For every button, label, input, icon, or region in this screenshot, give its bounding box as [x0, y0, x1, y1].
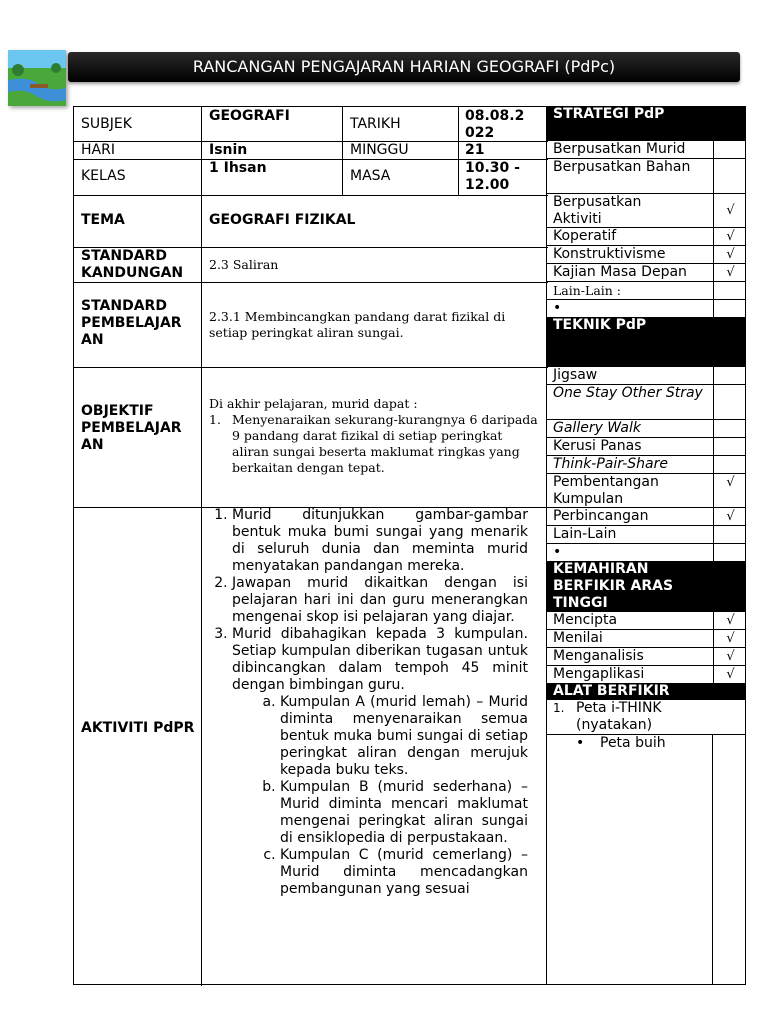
- teknik-label: Jigsaw: [553, 367, 598, 383]
- objektif-intro: Di akhir pelajaran, murid dapat :: [209, 396, 418, 411]
- objektif-item: 1. Menyenaraikan sekurang-kurangnya 6 daripada 9 pandang darat fizikal di setiap peringkat aliran sungai beserta maklumat ringkas yang berkaitan dengan tepat.: [209, 412, 543, 476]
- aktiviti-subitem: c. Kumpulan C (murid cemerlang) – Murid diminta mencadangkan pembangunan yang sesuai: [280, 847, 528, 898]
- hari-label: HARI: [81, 142, 115, 158]
- strategy-column: [546, 106, 746, 985]
- strategi-row: [546, 228, 746, 245]
- strategi-label: Berpusatkan Aktiviti: [553, 194, 642, 227]
- standard-kandungan-label: STANDARD KANDUNGAN: [81, 248, 184, 281]
- masa-label: MASA: [350, 168, 391, 184]
- tarikh-value: 08.08.2 022: [465, 108, 525, 141]
- check-mark-icon: [713, 420, 747, 437]
- strategi-label: Kajian Masa Depan: [553, 264, 687, 280]
- check-mark-icon: [713, 456, 747, 473]
- kbat-row: [546, 630, 746, 647]
- kbat-row: [546, 648, 746, 665]
- river-logo-image: [8, 50, 66, 106]
- check-mark-icon: √: [713, 666, 747, 683]
- objektif-label: OBJEKTIF PEMBELAJAR AN: [81, 403, 182, 453]
- strategi-label: Berpusatkan Murid: [553, 141, 686, 157]
- strategi-row: [546, 141, 746, 158]
- aktiviti-label: AKTIVITI PdPR: [81, 720, 195, 736]
- strategi-header: STRATEGI PdP: [546, 106, 746, 141]
- check-mark-icon: [713, 300, 747, 317]
- teknik-row: [546, 544, 746, 561]
- aktiviti-item: 2. Jawapan murid dikaitkan dengan isi pelajaran hari ini dan guru menerangkan mengenai skop isi pelajaran yang diajar.: [232, 575, 528, 626]
- check-mark-icon: [713, 544, 747, 561]
- teknik-label: Gallery Walk: [553, 420, 641, 436]
- check-mark-icon: √: [713, 474, 747, 507]
- standard-kandungan-value: 2.3 Saliran: [209, 257, 279, 272]
- teknik-label: Lain-Lain: [553, 526, 617, 542]
- teknik-label: Perbincangan: [553, 508, 649, 524]
- teknik-row: [546, 526, 746, 543]
- check-mark-icon: √: [713, 194, 747, 227]
- check-mark-icon: √: [713, 228, 747, 245]
- strategi-label: Berpusatkan Bahan: [553, 159, 691, 175]
- bullet-icon: •: [553, 300, 562, 316]
- hari-value: Isnin: [209, 142, 248, 158]
- teknik-label: One Stay Other Stray: [553, 385, 703, 401]
- kbat-header: KEMAHIRAN BERFIKIR ARAS TINGGI: [546, 561, 746, 612]
- kbat-label: Menganalisis: [553, 648, 644, 664]
- check-mark-icon: [713, 282, 747, 299]
- tema-label: TEMA: [81, 212, 125, 228]
- check-mark-icon: √: [713, 630, 747, 647]
- teknik-label: Pembentangan Kumpulan: [553, 474, 659, 507]
- kelas-value: 1 Ihsan: [209, 160, 267, 176]
- teknik-row: [546, 385, 746, 419]
- check-mark-icon: [713, 385, 747, 419]
- tarikh-label: TARIKH: [350, 116, 401, 132]
- minggu-label: MINGGU: [350, 142, 409, 158]
- subjek-label: SUBJEK: [81, 116, 132, 132]
- teknik-header: TEKNIK PdP: [546, 317, 746, 367]
- teknik-row: [546, 456, 746, 473]
- strategi-row: [546, 300, 746, 317]
- check-mark-icon: √: [713, 612, 747, 629]
- check-mark-icon: [713, 367, 747, 384]
- teknik-row: [546, 367, 746, 384]
- bullet-icon: •: [576, 735, 585, 751]
- tema-value: GEOGRAFI FIZIKAL: [209, 212, 356, 228]
- alat-header: ALAT BERFIKIR: [546, 683, 746, 700]
- alat-bullet-row: [546, 735, 746, 752]
- aktiviti-subitem: b. Kumpulan B (murid sederhana) – Murid diminta mencari maklumat mengenai peringkat aliran sungai di ensiklopedia di perpustakaan.: [280, 779, 528, 847]
- lesson-info-table: [73, 106, 547, 985]
- strategi-row: [546, 246, 746, 263]
- kbat-label: Mengaplikasi: [553, 666, 645, 682]
- check-mark-icon: [713, 159, 747, 193]
- strategi-row: [546, 159, 746, 193]
- check-mark-icon: √: [713, 508, 747, 525]
- kbat-row: [546, 666, 746, 683]
- check-mark-icon: [713, 141, 747, 158]
- kbat-row: [546, 612, 746, 629]
- teknik-label: Think-Pair-Share: [553, 456, 669, 472]
- aktiviti-item: 1. Murid ditunjukkan gambar-gambar bentuk muka bumi sungai yang menarik di seluruh dunia dan meminta murid menyatakan pandangan mereka.: [232, 507, 528, 575]
- teknik-row: [546, 420, 746, 437]
- subjek-value: GEOGRAFI: [209, 108, 290, 124]
- check-mark-icon: [713, 438, 747, 455]
- strategi-row: [546, 282, 746, 299]
- standard-pembelajaran-label: STANDARD PEMBELAJAR AN: [81, 298, 182, 348]
- alat-bullet-text: Peta buih: [600, 735, 666, 751]
- check-mark-icon: √: [713, 246, 747, 263]
- teknik-row: [546, 474, 746, 507]
- strategi-row: [546, 264, 746, 281]
- aktiviti-subitem: a. Kumpulan A (murid lemah) – Murid diminta menyenaraikan semua bentuk muka bumi sungai di setiap peringkat aliran dengan merujuk kepada buku teks.: [280, 694, 528, 779]
- page-title: RANCANGAN PENGAJARAN HARIAN GEOGRAFI (PdPc): [68, 52, 740, 82]
- check-mark-icon: √: [713, 648, 747, 665]
- check-mark-icon: √: [713, 264, 747, 281]
- aktiviti-content: [208, 507, 528, 985]
- strategi-row: [546, 194, 746, 227]
- teknik-row: [546, 438, 746, 455]
- teknik-row: [546, 508, 746, 525]
- objektif-content: [209, 396, 543, 476]
- bullet-icon: •: [553, 544, 562, 560]
- aktiviti-item-text: Murid dibahagikan kepada 3 kumpulan. Setiap kumpulan diberikan tugasan untuk dibincangkan dalam tempoh 45 minit dengan bimbingan guru.: [232, 626, 528, 693]
- objektif-item-text: Menyenaraikan sekurang-kurangnya 6 daripada 9 pandang darat fizikal di setiap peringkat aliran sungai beserta maklumat ringkas yang berkaitan dengan tepat.: [232, 412, 538, 475]
- alat-item-text: Peta i-THINK (nyatakan): [576, 700, 662, 733]
- standard-pembelajaran-value: 2.3.1 Membincangkan pandang darat fizikal di setiap peringkat aliran sungai.: [209, 309, 506, 340]
- alat-item: 1. Peta i-THINK (nyatakan): [546, 700, 746, 734]
- strategi-label: Konstruktivisme: [553, 246, 666, 262]
- strategi-label: Koperatif: [553, 228, 617, 244]
- check-mark-icon: [713, 526, 747, 543]
- aktiviti-item: [232, 626, 528, 898]
- strategi-label: Lain-Lain :: [553, 283, 622, 298]
- masa-value: 10.30 - 12.00: [465, 160, 520, 193]
- kbat-label: Mencipta: [553, 612, 618, 628]
- kbat-label: Menilai: [553, 630, 603, 646]
- kelas-label: KELAS: [81, 168, 126, 184]
- minggu-value: 21: [465, 142, 485, 158]
- teknik-label: Kerusi Panas: [553, 438, 642, 454]
